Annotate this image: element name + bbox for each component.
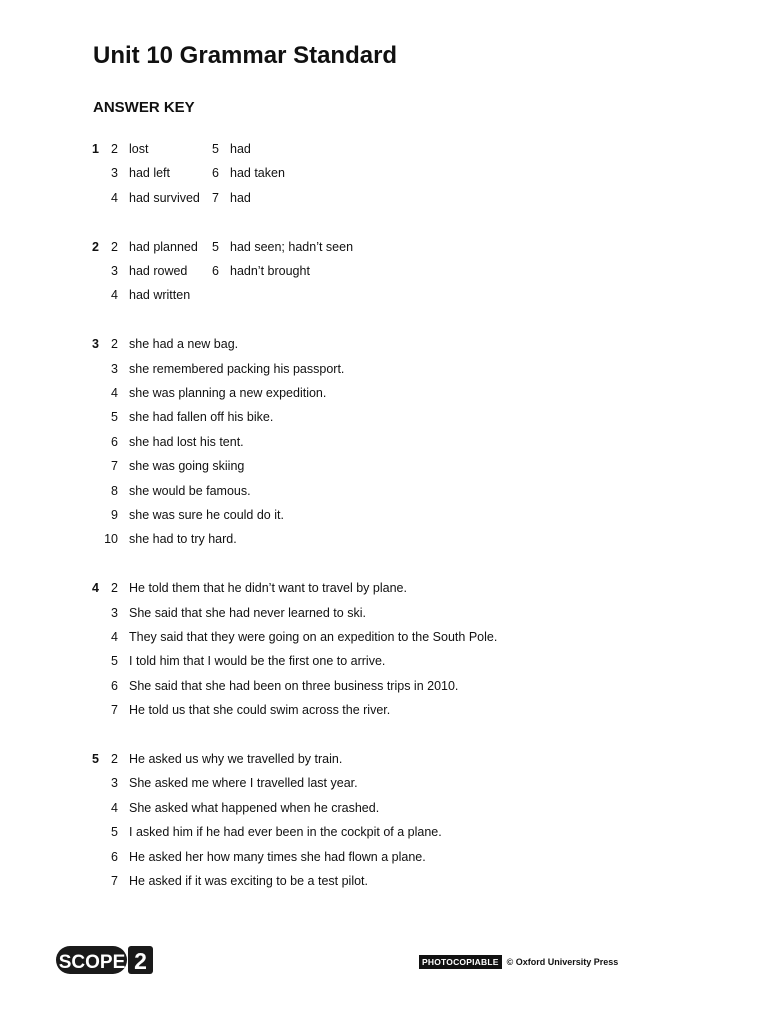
scope-logo: [56, 945, 153, 975]
logo-number: 2: [134, 948, 147, 974]
answer-text: she remembered packing his passport.: [129, 361, 345, 376]
answer-text: He asked her how many times she had flown a plane.: [129, 849, 426, 864]
item-number: 4: [111, 800, 118, 815]
item-number: 3: [111, 264, 118, 278]
copyright-notice: © Oxford University Press: [506, 956, 619, 967]
answer-text: She asked me where I travelled last year.: [129, 776, 358, 791]
page-title: Unit 10 Grammar Standard: [93, 42, 398, 69]
answer-text: had left: [129, 166, 171, 181]
photocopiable-badge: PHOTOCOPIABLE: [419, 955, 502, 969]
item-number: 2: [111, 752, 118, 766]
section-number: 1: [92, 142, 99, 156]
item-number: 2: [111, 239, 118, 254]
answer-text: He asked us why we travelled by train.: [129, 752, 343, 766]
answer-text: had planned: [129, 239, 198, 254]
item-number: 3: [111, 605, 118, 620]
item-number: 7: [212, 190, 219, 205]
answer-text: had taken: [230, 166, 285, 181]
item-number: 10: [104, 532, 118, 547]
section-number: 4: [92, 581, 99, 596]
answer-text: hadn’t brought: [230, 264, 310, 278]
item-number: 4: [111, 288, 118, 303]
item-number: 6: [111, 678, 118, 693]
item-number: 5: [111, 410, 118, 425]
answer-text: she was sure he could do it.: [129, 508, 284, 522]
item-number: 4: [111, 386, 118, 400]
item-number: 2: [111, 581, 118, 596]
item-number: 2: [111, 142, 118, 156]
answer-text: I asked him if he had ever been in the cockpit of a plane.: [129, 825, 442, 840]
answer-text: He told them that he didn’t want to travel by plane.: [129, 581, 407, 596]
item-number: 3: [111, 166, 118, 181]
answer-text: She said that she had never learned to ski.: [129, 605, 366, 620]
answer-text: He asked if it was exciting to be a test pilot.: [129, 874, 369, 888]
answer-text: she was going skiing: [129, 459, 245, 474]
logo-text: SCOPE: [58, 952, 126, 973]
answer-text: He told us that she could swim across the river.: [129, 703, 391, 718]
section-number: 5: [92, 752, 99, 766]
item-number: 8: [111, 483, 118, 498]
item-number: 5: [111, 654, 118, 669]
item-number: 9: [111, 508, 118, 522]
answer-text: had rowed: [129, 264, 188, 278]
answer-key-heading: ANSWER KEY: [93, 99, 195, 116]
answer-text: she had fallen off his bike.: [129, 410, 274, 425]
item-number: 6: [111, 434, 118, 449]
answer-text: she was planning a new expedition.: [129, 386, 327, 400]
answer-text: she had a new bag.: [129, 337, 239, 352]
item-number: 7: [111, 874, 118, 888]
item-number: 7: [111, 703, 118, 718]
item-number: 4: [111, 190, 118, 205]
answer-text: They said that they were going on an expedition to the South Pole.: [129, 630, 498, 644]
answer-text: She said that she had been on three business trips in 2010.: [129, 678, 459, 693]
section-number: 2: [92, 239, 99, 254]
item-number: 5: [111, 825, 118, 840]
answer-text: she had to try hard.: [129, 532, 237, 547]
item-number: 7: [111, 459, 118, 474]
answer-text: had seen; hadn’t seen: [230, 239, 354, 254]
item-number: 6: [212, 264, 219, 278]
footer: [419, 954, 618, 969]
item-number: 3: [111, 361, 118, 376]
answer-text: lost: [129, 142, 149, 156]
answer-text: I told him that I would be the first one to arrive.: [129, 654, 386, 669]
answer-text: she would be famous.: [129, 483, 251, 498]
answer-text: she had lost his tent.: [129, 434, 244, 449]
item-number: 6: [212, 166, 219, 181]
item-number: 3: [111, 776, 118, 791]
item-number: 5: [212, 239, 219, 254]
answer-text: had: [230, 190, 251, 205]
answer-text: had survived: [129, 190, 200, 205]
item-number: 6: [111, 849, 118, 864]
answer-text: had written: [129, 288, 191, 303]
answer-text: had: [230, 142, 251, 156]
item-number: 5: [212, 142, 219, 156]
answer-text: She asked what happened when he crashed.: [129, 800, 380, 815]
section-number: 3: [92, 337, 99, 352]
item-number: 4: [111, 630, 118, 644]
item-number: 2: [111, 337, 118, 352]
